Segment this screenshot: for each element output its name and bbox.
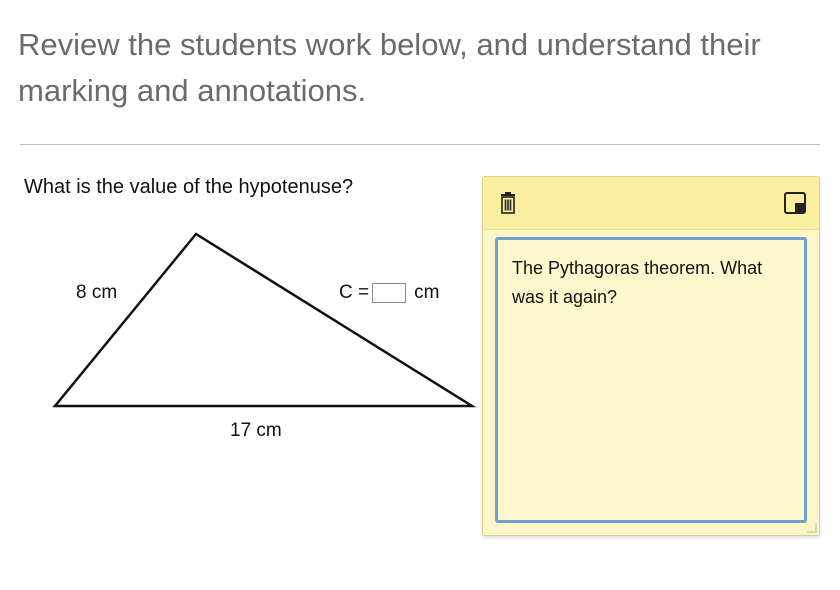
sticky-note[interactable]	[482, 176, 820, 536]
delete-note-button[interactable]	[496, 191, 520, 215]
note-header[interactable]	[483, 177, 819, 230]
answer-unit: cm	[414, 282, 440, 303]
note-textarea[interactable]	[495, 237, 807, 523]
minimize-note-button[interactable]	[783, 191, 807, 215]
answer-row	[339, 282, 439, 304]
side-label-left: 8 cm	[76, 282, 118, 303]
answer-prefix: C =	[339, 282, 370, 303]
question-text: What is the value of the hypotenuse?	[24, 176, 354, 198]
triangle-shape	[55, 234, 472, 406]
trash-icon	[499, 192, 517, 214]
side-label-bottom: 17 cm	[230, 420, 282, 441]
instructions-text: Review the students work below, and understand their marking and annotations.	[18, 27, 761, 108]
hypotenuse-input[interactable]	[372, 283, 406, 303]
minimize-icon	[784, 192, 806, 214]
resize-grip[interactable]	[807, 523, 817, 533]
